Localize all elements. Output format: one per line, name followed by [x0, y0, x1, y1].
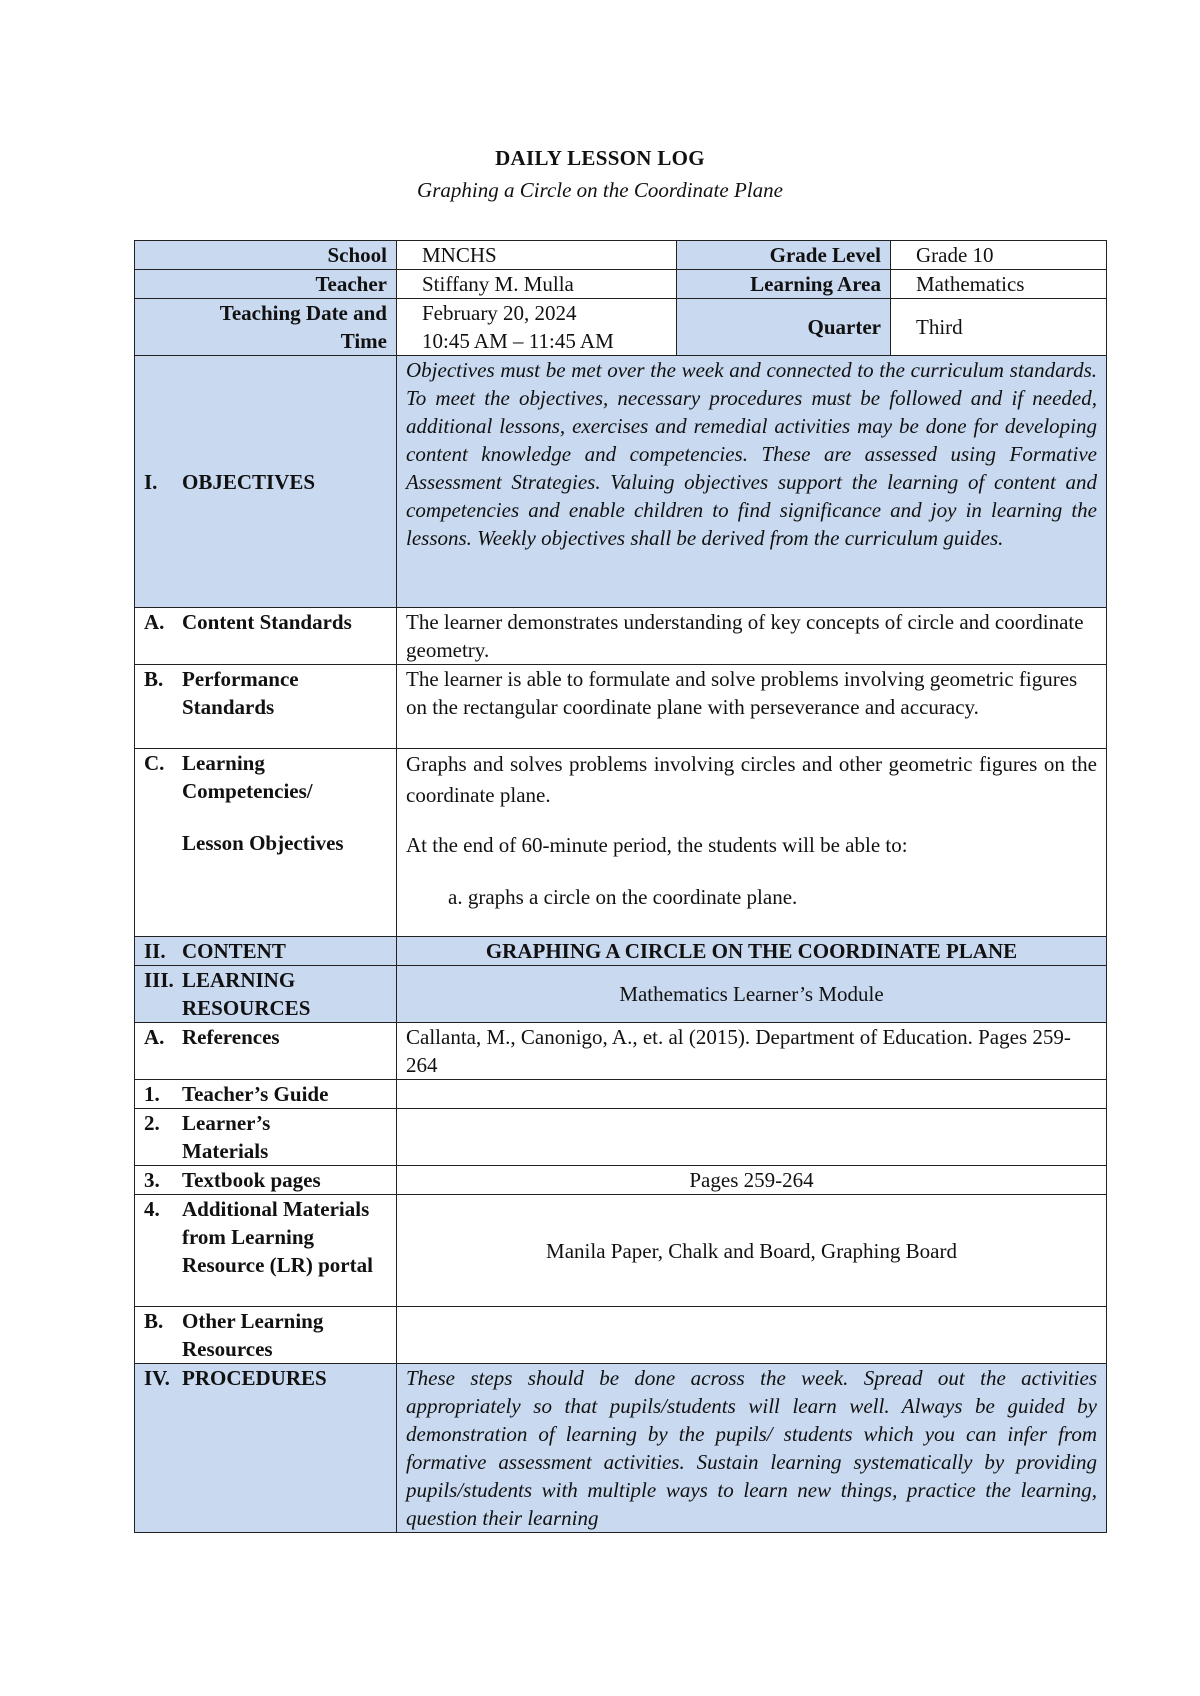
- teachers-guide-num: 1.: [144, 1082, 160, 1106]
- other-resources-text: [397, 1307, 1107, 1364]
- procedures-label-cell: [135, 1364, 397, 1533]
- other-resources-num: B.: [144, 1309, 164, 1333]
- resources-label: LEARNING RESOURCES: [182, 968, 311, 1020]
- teaching-date: February 20, 2024: [422, 301, 577, 325]
- teaching-date-label-line2: Time: [340, 329, 387, 353]
- performance-standards-label: Performance Standards: [182, 667, 299, 719]
- objectives-label: OBJECTIVES: [182, 469, 316, 494]
- textbook-label-cell: [135, 1166, 397, 1195]
- table-row: [135, 1195, 1107, 1307]
- content-num: II.: [144, 939, 166, 963]
- procedures-text: These steps should be done across the week. Spread out the activities appropriately so that pupils/students will learn well. Always be guided by demonstration of learning by the pupils/ students which you can infer from formative assessment activities. Sustain learning systematically by providing pupils/students with multiple ways to learn new things, practice the learning, question their learning: [397, 1364, 1107, 1533]
- textbook-text: Pages 259-264: [397, 1166, 1107, 1195]
- competencies-item-a: a. graphs a circle on the coordinate plane.: [448, 885, 798, 909]
- content-standards-label: Content Standards: [182, 610, 352, 634]
- document-subtitle: Graphing a Circle on the Coordinate Plane: [417, 178, 783, 202]
- references-label-cell: [135, 1023, 397, 1080]
- learners-materials-text: [397, 1109, 1107, 1166]
- content-standards-label-cell: [135, 608, 397, 665]
- table-row: [135, 1364, 1107, 1533]
- objectives-text: Objectives must be met over the week and connected to the curriculum standards. To meet the objectives, necessary procedures must be followed and if needed, additional lessons, exercises and remedial activities may be done for developing content knowledge and competencies. These are assessed using Formative Assessment Strategies. Valuing objectives support the learning of content and competencies and enable children to find significance and joy in learning the lessons. Weekly objectives shall be derived from the curriculum guides.: [397, 356, 1107, 608]
- table-row: [135, 608, 1107, 665]
- table-row: [135, 665, 1107, 749]
- content-standards-text: The learner demonstrates understanding of key concepts of circle and coordinate geometry.: [397, 608, 1107, 665]
- table-row: [135, 966, 1107, 1023]
- procedures-num: IV.: [144, 1366, 170, 1390]
- learners-materials-label: Learner’s Materials: [182, 1111, 271, 1163]
- table-row: [135, 1109, 1107, 1166]
- textbook-num: 3.: [144, 1168, 160, 1192]
- competencies-text: Graphs and solves problems involving circles and other geometric figures on the coordinate plane.: [406, 752, 1097, 807]
- additional-num: 4.: [144, 1197, 160, 1221]
- learning-area-value: Mathematics: [891, 270, 1107, 299]
- competencies-label: Learning Competencies/: [182, 751, 313, 803]
- content-label-cell: [135, 937, 397, 966]
- teacher-value: Stiffany M. Mulla: [397, 270, 677, 299]
- teaching-date-label: [135, 299, 397, 356]
- competencies-text-cell: [397, 749, 1107, 937]
- competencies-intro: At the end of 60-minute period, the students will be able to:: [406, 833, 908, 857]
- teachers-guide-label-cell: [135, 1080, 397, 1109]
- references-text: Callanta, M., Canonigo, A., et. al (2015). Department of Education. Pages 259-264: [397, 1023, 1107, 1080]
- resources-num: III.: [144, 968, 174, 992]
- lesson-log-table: [134, 240, 1107, 1533]
- school-label: School: [135, 241, 397, 270]
- content-text: GRAPHING A CIRCLE ON THE COORDINATE PLANE: [397, 937, 1107, 966]
- additional-label-cell: [135, 1195, 397, 1307]
- objectives-num: I.: [144, 469, 158, 494]
- performance-standards-num: B.: [144, 667, 164, 691]
- additional-label: Additional Materials from Learning Resource (LR) portal: [182, 1197, 373, 1277]
- references-label: References: [182, 1025, 280, 1049]
- teaching-date-value: [397, 299, 677, 356]
- objectives-label-cell: [135, 356, 397, 608]
- grade-level-label: Grade Level: [677, 241, 891, 270]
- resources-text: Mathematics Learner’s Module: [397, 966, 1107, 1023]
- textbook-label: Textbook pages: [182, 1168, 321, 1192]
- table-row: [135, 1307, 1107, 1364]
- teachers-guide-text: [397, 1080, 1107, 1109]
- learning-area-label: Learning Area: [677, 270, 891, 299]
- table-row: [135, 299, 1107, 356]
- performance-standards-label-cell: [135, 665, 397, 749]
- content-label: CONTENT: [182, 939, 286, 963]
- table-row: [135, 356, 1107, 608]
- teaching-time: 10:45 AM – 11:45 AM: [422, 329, 614, 353]
- content-standards-num: A.: [144, 610, 165, 634]
- quarter-label: Quarter: [677, 299, 891, 356]
- table-row: [135, 937, 1107, 966]
- teaching-date-label-line1: Teaching Date and: [219, 301, 387, 325]
- learners-materials-num: 2.: [144, 1111, 160, 1135]
- competencies-label-cell: [135, 749, 397, 937]
- document-title: DAILY LESSON LOG: [495, 146, 705, 170]
- competencies-num: C.: [144, 751, 165, 775]
- table-row: [135, 270, 1107, 299]
- other-resources-label: Other Learning Resources: [182, 1309, 324, 1361]
- learners-materials-label-cell: [135, 1109, 397, 1166]
- quarter-value: Third: [891, 299, 1107, 356]
- lesson-objectives-label: Lesson Objectives: [182, 831, 344, 855]
- table-row: [135, 1166, 1107, 1195]
- teacher-label: Teacher: [135, 270, 397, 299]
- additional-text: Manila Paper, Chalk and Board, Graphing Board: [397, 1195, 1107, 1307]
- procedures-label: PROCEDURES: [182, 1366, 327, 1390]
- table-row: [135, 241, 1107, 270]
- table-row: [135, 1023, 1107, 1080]
- grade-level-value: Grade 10: [891, 241, 1107, 270]
- resources-label-cell: [135, 966, 397, 1023]
- performance-standards-text: The learner is able to formulate and solve problems involving geometric figures on the rectangular coordinate plane with perseverance and accuracy.: [397, 665, 1107, 749]
- references-num: A.: [144, 1025, 165, 1049]
- table-row: [135, 1080, 1107, 1109]
- table-row: [135, 749, 1107, 937]
- other-resources-label-cell: [135, 1307, 397, 1364]
- school-value: MNCHS: [397, 241, 677, 270]
- teachers-guide-label: Teacher’s Guide: [182, 1082, 329, 1106]
